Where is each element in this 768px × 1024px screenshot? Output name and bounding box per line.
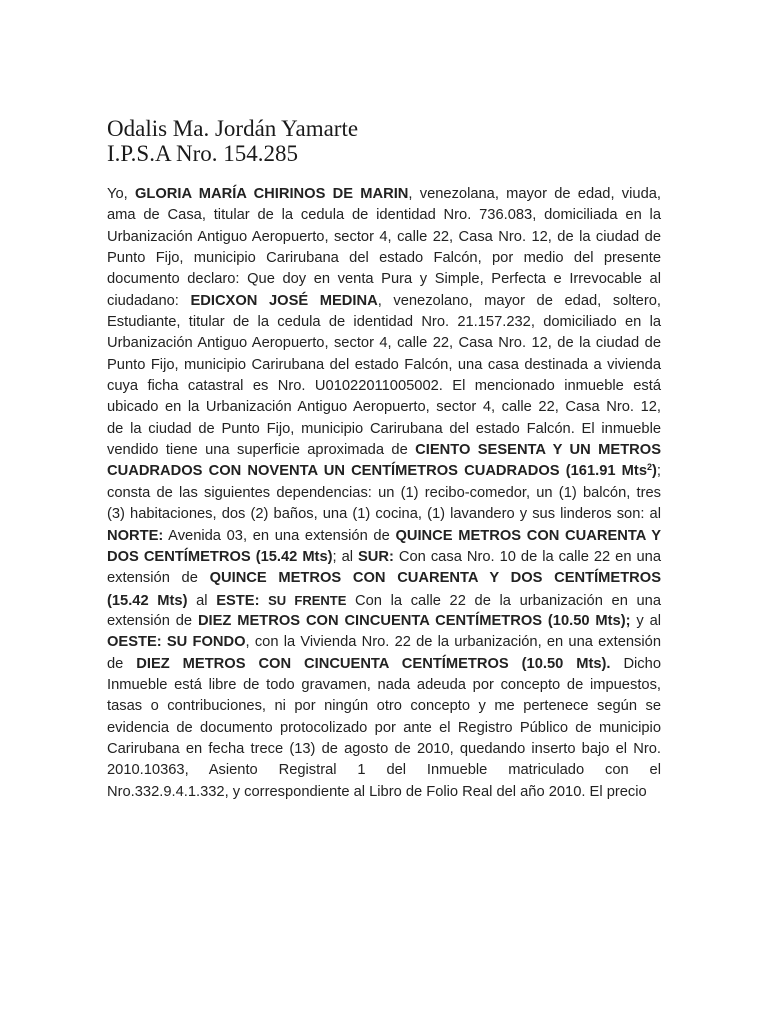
paragraph-line: (15.42 Mts) al ESTE: SU FRENTE Con la calle 22 de la urbanización en una <box>107 592 662 609</box>
document-body <box>107 184 661 803</box>
paragraph-line: Urbanización Antiguo Aeropuerto, sector 4, calle 22, Casa Nro. 12, de la ciudad de <box>107 335 661 352</box>
paragraph-line: CUADRADOS CON NOVENTA UN CENTÍMETROS CUADRADOS (161.91 Mts$^2$); <box>107 462 661 480</box>
paragraph-line: documento declaro: Que doy en venta Pura y Simple, Perfecta e Irrevocable al <box>107 271 661 288</box>
paragraph-line: de la ciudad de Punto Fijo, municipio Carirubana del estado Falcón. El inmueble <box>107 420 661 437</box>
paragraph-line: tasas o contribuciones, ni por ningún otro concepto y me pertenece según se <box>107 698 661 715</box>
buyer-name: EDICXON JOSÉ MEDINA <box>190 292 378 309</box>
paragraph-line: evidencia de documento protocolizado por ante el Registro Público de municipio <box>107 719 661 736</box>
paragraph-line: extensión de QUINCE METROS CON CUARENTA Y DOS CENTÍMETROS <box>107 570 661 587</box>
paragraph-line: vendido tiene una superficie aproximada de CIENTO SESENTA Y UN METROS <box>107 442 661 459</box>
paragraph-line: ciudadano: EDICXON JOSÉ MEDINA, venezolano, mayor de edad, soltero, <box>107 292 661 309</box>
paragraph-line: cuya ficha catastral es Nro. U01022011005002. El mencionado inmueble está <box>107 378 661 395</box>
paragraph-line: Inmueble está libre de todo gravamen, nada adeuda por concepto de impuestos, <box>107 676 661 693</box>
document-header <box>107 116 667 166</box>
author-name: Odalis Ma. Jordán Yamarte <box>107 116 359 141</box>
paragraph-line: Carirubana en fecha trece (13) de agosto de 2010, quedando inserto bajo el Nro. <box>107 740 661 757</box>
paragraph-line: DOS CENTÍMETROS (15.42 Mts); al SUR: Con casa Nro. 10 de la calle 22 en una <box>107 548 661 565</box>
paragraph-line: Punto Fijo, municipio Carirubana del estado Falcón, una casa destinada a vivienda <box>107 356 661 373</box>
paragraph-line: OESTE: SU FONDO, con la Vivienda Nro. 22 de la urbanización, en una extensión <box>107 634 661 651</box>
paragraph-line: (3) habitaciones, dos (2) baños, una (1) cocina, (1) lavandero y sus linderos son: al <box>107 506 661 523</box>
paragraph-line: 2010.10363, Asiento Registral 1 del Inmueble matriculado con el <box>107 762 661 779</box>
paragraph-line: extensión de DIEZ METROS CON CINCUENTA CENTÍMETROS (10.50 Mts); y al <box>107 612 661 629</box>
paragraph-line: Punto Fijo, municipio Carirubana del estado Falcón, por medio del presente <box>107 250 661 267</box>
paragraph-line: Estudiante, titular de la cedula de identidad Nro. 21.157.232, domiciliado en la <box>107 314 661 331</box>
paragraph-line: Urbanización Antiguo Aeropuerto, sector 4, calle 22, Casa Nro. 12, de la ciudad de <box>107 228 661 245</box>
paragraph-line: Yo, GLORIA MARÍA CHIRINOS DE MARIN, venezolana, mayor de edad, viuda, <box>107 186 661 202</box>
seller-name: GLORIA MARÍA CHIRINOS DE MARIN <box>134 186 409 202</box>
paragraph-line: NORTE: Avenida 03, en una extensión de QUINCE METROS CON CUARENTA Y <box>107 527 661 544</box>
ipsa-number: I.P.S.A Nro. 154.285 <box>107 141 299 166</box>
paragraph-line: ama de Casa, titular de la cedula de identidad Nro. 736.083, domiciliada en la <box>107 207 661 224</box>
paragraph-line: Nro.332.9.4.1.332, y correspondiente al Libro de Folio Real del año 2010. El precio <box>107 783 647 800</box>
paragraph-line: consta de las siguientes dependencias: un (1) recibo-comedor, un (1) balcón, tres <box>107 484 661 501</box>
paragraph-line: de DIEZ METROS CON CINCUENTA CENTÍMETROS (10.50 Mts). Dicho <box>107 655 661 672</box>
paragraph-line: ubicado en la Urbanización Antiguo Aeropuerto, sector 4, calle 22, Casa Nro. 12, <box>107 399 661 416</box>
